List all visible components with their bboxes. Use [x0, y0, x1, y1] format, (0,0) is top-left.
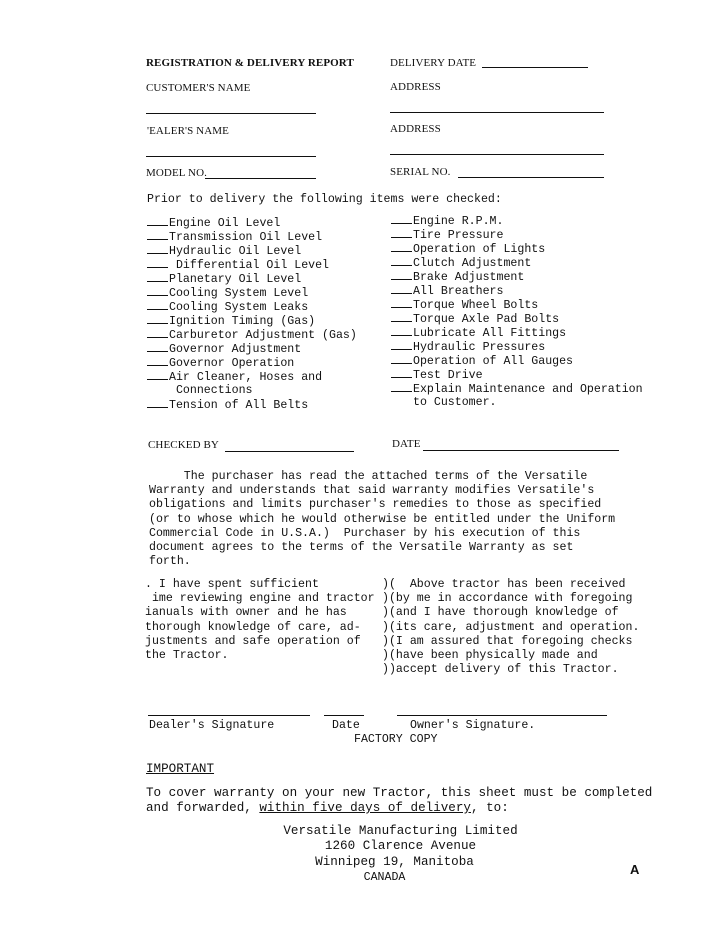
checkbox-blank[interactable]: [147, 354, 168, 366]
checklist-item: [391, 268, 643, 282]
text-line: Warranty and understands that said warranty modifies Versatile's: [149, 484, 595, 498]
text-line: )( Above tractor has been received: [382, 578, 626, 591]
checklist-item: [391, 338, 643, 352]
delivery-date-label: DELIVERY DATE: [390, 57, 477, 69]
text-line: )(and I have thorough knowledge of: [382, 606, 619, 620]
checkbox-blank[interactable]: [391, 296, 412, 308]
checklist-intro: Prior to delivery the following items were checked:: [147, 193, 502, 206]
owner-signature-field[interactable]: [397, 715, 607, 716]
text-line: ime reviewing engine and tractor: [145, 592, 375, 606]
checklist-item-label: Operation of Lights: [413, 243, 546, 256]
checkbox-blank[interactable]: [147, 256, 168, 268]
checklist-item-label: Hydraulic Pressures: [413, 341, 546, 354]
checklist-item-label: All Breathers: [413, 285, 504, 298]
factory-copy-label: FACTORY COPY: [354, 733, 438, 746]
address-country-text: CANADA: [363, 871, 406, 884]
checklist-item-label: Tire Pressure: [413, 229, 504, 242]
checklist-item-label: Cooling System Level: [169, 287, 309, 300]
address-city-text: Winnipeg 19, Manitoba: [315, 855, 474, 869]
checklist-item: [391, 380, 643, 394]
text-line: )(by me in accordance with foregoing: [382, 592, 633, 606]
address-street: [0, 839, 707, 855]
dealer-statement: [145, 578, 375, 663]
text-line: . I have spent sufficient: [145, 578, 319, 591]
checklist-item-label: Differential Oil Level: [169, 259, 330, 272]
checkbox-blank[interactable]: [391, 240, 412, 252]
checkbox-blank[interactable]: [147, 228, 168, 240]
checkbox-blank[interactable]: [147, 284, 168, 296]
checklist-item: [147, 228, 357, 242]
text-line: ianuals with owner and he has: [145, 606, 347, 620]
checkbox-blank: [147, 382, 168, 393]
checkbox-blank[interactable]: [391, 380, 412, 392]
dealer-address-field[interactable]: [390, 154, 604, 155]
text-line: The purchaser has read the attached terms of the Versatile: [149, 470, 588, 483]
date-field[interactable]: [423, 450, 619, 451]
checklist-item: [391, 352, 643, 366]
checklist-item: [391, 212, 643, 226]
checklist-item: [147, 354, 357, 368]
important-line-2-suffix: , to:: [471, 801, 509, 815]
address-company: [0, 824, 707, 840]
text-line: thorough knowledge of care, ad-: [145, 620, 361, 634]
checklist-item-label: Hydraulic Oil Level: [169, 245, 302, 258]
address-city: [0, 855, 707, 871]
checkbox-blank[interactable]: [391, 268, 412, 280]
checklist-item: [147, 256, 357, 270]
checklist-item: [147, 270, 357, 284]
checklist-item: [147, 298, 357, 312]
text-line: ))accept delivery of this Tractor.: [382, 663, 619, 677]
checkbox-blank[interactable]: [391, 324, 412, 336]
checklist-item-label: Engine Oil Level: [169, 217, 281, 230]
serial-number-field[interactable]: [458, 177, 604, 178]
customer-address-label: ADDRESS: [390, 81, 441, 93]
text-line: the Tractor.: [145, 648, 229, 662]
checklist-item: [391, 310, 643, 324]
text-line: forth.: [149, 555, 191, 569]
warranty-paragraph: [149, 470, 615, 569]
checklist-item-label: Governor Operation: [169, 357, 295, 370]
owner-signature-label: Owner's Signature.: [410, 719, 536, 732]
text-line: )(have been physically made and: [382, 648, 598, 662]
checklist-item: [147, 382, 357, 396]
checklist-item-label: Brake Adjustment: [413, 271, 525, 284]
checklist-item-label: Lubricate All Fittings: [413, 327, 567, 340]
checklist-item: [147, 242, 357, 256]
checklist-item: [147, 396, 357, 410]
checkbox-blank[interactable]: [391, 366, 412, 378]
checkbox-blank[interactable]: [391, 310, 412, 322]
text-line: Commercial Code in U.S.A.) Purchaser by his execution of this: [149, 526, 581, 540]
checkbox-blank[interactable]: [391, 282, 412, 294]
checklist-item-label: Explain Maintenance and Operation: [413, 383, 643, 396]
checklist-item-label: Operation of All Gauges: [413, 355, 574, 368]
checkbox-blank[interactable]: [147, 396, 168, 408]
checklist-item-label: Carburetor Adjustment (Gas): [169, 329, 357, 342]
important-heading: IMPORTANT: [146, 762, 215, 776]
delivery-date-field[interactable]: [482, 67, 588, 68]
checkbox-blank[interactable]: [147, 312, 168, 324]
checklist-item: [391, 240, 643, 254]
checklist-item-label: Governor Adjustment: [169, 343, 302, 356]
page-mark: A: [630, 862, 640, 877]
checklist-item-label: Torque Wheel Bolts: [413, 299, 539, 312]
checkbox-blank[interactable]: [391, 338, 412, 350]
checklist-item: [391, 226, 643, 240]
checkbox-blank[interactable]: [391, 212, 412, 224]
checkbox-blank[interactable]: [391, 226, 412, 238]
checklist-item-label: Test Drive: [413, 369, 483, 382]
dealer-signature-label: Dealer's Signature: [149, 719, 275, 732]
customer-name-field[interactable]: [146, 113, 316, 114]
date-label: DATE: [392, 438, 421, 450]
checked-by-label: CHECKED BY: [148, 439, 219, 451]
checkbox-blank[interactable]: [147, 368, 168, 380]
model-number-label: MODEL NO.: [146, 167, 207, 179]
checked-by-field[interactable]: [225, 451, 354, 452]
dealer-name-label: 'EALER'S NAME: [147, 125, 229, 137]
checklist-item: [147, 284, 357, 298]
checklist-item: [147, 368, 357, 382]
dealer-name-field[interactable]: [146, 156, 316, 157]
checklist-item-label: Planetary Oil Level: [169, 273, 302, 286]
dealer-signature-field[interactable]: [148, 715, 310, 716]
address-company-text: Versatile Manufacturing Limited: [283, 824, 518, 838]
checklist-item-label: Ignition Timing (Gas): [169, 315, 316, 328]
checklist-item: [147, 214, 357, 228]
signature-date-field[interactable]: [324, 715, 364, 716]
checklist-item-label: Air Cleaner, Hoses and: [169, 371, 323, 384]
checklist-item: [147, 326, 357, 340]
text-line: )(I am assured that foregoing checks: [382, 634, 633, 648]
dealer-address-label: ADDRESS: [390, 123, 441, 135]
checklist-left: [147, 214, 357, 410]
checklist-item: [391, 394, 643, 408]
checklist-item-label: Tension of All Belts: [169, 399, 309, 412]
checklist-item: [391, 366, 643, 380]
text-line: )(its care, adjustment and operation.: [382, 620, 640, 634]
checklist-item: [391, 324, 643, 338]
checkbox-blank[interactable]: [147, 270, 168, 282]
text-line: obligations and limits purchaser's remedies to those as specified: [149, 498, 602, 512]
owner-statement: [382, 578, 639, 677]
checklist-item-label: Connections: [169, 384, 253, 397]
checkbox-blank[interactable]: [147, 242, 168, 254]
checkbox-blank[interactable]: [147, 298, 168, 310]
text-line: (or to whose which he would otherwise be entitled under the Uniform: [149, 512, 616, 526]
checklist-item-label: to Customer.: [413, 396, 497, 409]
customer-address-field[interactable]: [390, 112, 604, 113]
model-number-field[interactable]: [205, 178, 316, 179]
checklist-right: [391, 212, 643, 408]
checklist-item-label: Clutch Adjustment: [413, 257, 532, 270]
important-deadline: within five days of delivery: [259, 801, 471, 815]
address-street-text: 1260 Clarence Avenue: [324, 839, 477, 853]
checklist-item-label: Transmission Oil Level: [169, 231, 323, 244]
checkbox-blank[interactable]: [391, 254, 412, 266]
checklist-item-label: Cooling System Leaks: [169, 301, 309, 314]
important-line-2-prefix: and forwarded,: [146, 801, 260, 815]
checkbox-blank: [391, 394, 412, 405]
customer-name-label: CUSTOMER'S NAME: [146, 82, 251, 94]
important-line-2: [146, 801, 509, 817]
important-line-1: To cover warranty on your new Tractor, this sheet must be completed: [146, 786, 653, 800]
checklist-item: [391, 254, 643, 268]
checklist-item: [391, 282, 643, 296]
checklist-item: [147, 312, 357, 326]
checklist-item-label: Engine R.P.M.: [413, 215, 504, 228]
form-title: REGISTRATION & DELIVERY REPORT: [146, 57, 354, 69]
checklist-item: [147, 340, 357, 354]
serial-number-label: SERIAL NO.: [390, 166, 451, 178]
checklist-item-label: Torque Axle Pad Bolts: [413, 313, 560, 326]
checkbox-blank[interactable]: [147, 326, 168, 338]
text-line: document agrees to the terms of the Versatile Warranty as set: [149, 540, 574, 554]
checkbox-blank[interactable]: [147, 214, 168, 226]
checklist-item: [391, 296, 643, 310]
address-country: [0, 871, 707, 885]
checkbox-blank[interactable]: [391, 352, 412, 364]
checkbox-blank[interactable]: [147, 340, 168, 352]
signature-date-label: Date: [332, 719, 360, 732]
text-line: justments and safe operation of: [145, 634, 361, 648]
